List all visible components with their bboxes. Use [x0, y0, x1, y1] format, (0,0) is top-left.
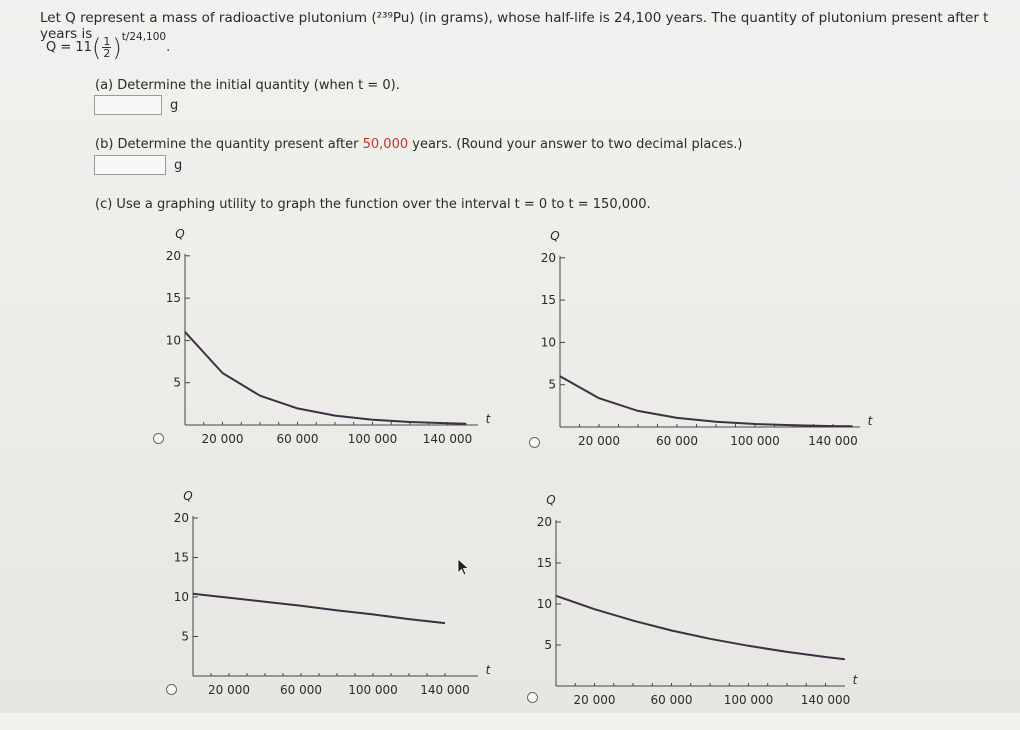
formula-end: . — [166, 40, 171, 55]
x-tick-label: 140 000 — [422, 432, 473, 446]
y-tick-label: 5 — [544, 638, 552, 652]
part-b-unit: g — [174, 157, 183, 173]
formula-fraction — [102, 36, 111, 59]
y-tick-label: 15 — [540, 293, 556, 308]
x-tick-label: 140 000 — [800, 693, 851, 707]
x-tick-label: 100 000 — [347, 432, 398, 446]
y-axis-label: Q — [183, 489, 193, 503]
y-tick-label: 20 — [173, 511, 189, 525]
x-tick-label: 20 000 — [578, 434, 620, 448]
graph-option-2 — [525, 220, 873, 460]
part-a-answer-input[interactable] — [94, 95, 162, 115]
y-axis-label: Q — [546, 493, 556, 507]
decay-curve — [193, 594, 445, 623]
part-b-prompt-post: years. (Round your answer to two decimal places.) — [408, 137, 743, 152]
mouse-pointer-icon — [457, 558, 471, 580]
x-tick-label: 140 000 — [420, 683, 470, 697]
x-axis-label: t — [485, 412, 491, 426]
x-tick-label: 60 000 — [650, 693, 693, 707]
y-tick-label: 15 — [173, 550, 189, 565]
y-tick-label: 10 — [540, 335, 556, 350]
y-tick-label: 10 — [536, 597, 552, 611]
y-tick-label: 5 — [181, 629, 189, 644]
part-b-prompt-pre: (b) Determine the quantity present after — [95, 137, 363, 152]
formula-denominator: 2 — [103, 47, 111, 60]
mouse-pointer-svg — [457, 558, 471, 576]
problem-intro: Let Q represent a mass of radioactive plutonium (²³⁹Pu) (in grams), whose half-life is 24,100 years. The quantity of plutonium present after t years is — [40, 10, 989, 42]
y-tick-label: 20 — [540, 250, 556, 265]
x-tick-label: 60 000 — [280, 683, 322, 697]
graph-option-4 — [523, 490, 863, 730]
graph-option-3 — [160, 485, 500, 725]
x-axis-label: t — [852, 673, 858, 687]
x-tick-label: 60 000 — [656, 434, 698, 448]
x-tick-label: 20 000 — [201, 432, 244, 446]
x-tick-label: 100 000 — [348, 683, 398, 697]
x-tick-label: 140 000 — [808, 434, 858, 448]
part-c-prompt: (c) Use a graphing utility to graph the function over the interval t = 0 to t = 150,000. — [95, 197, 651, 212]
y-tick-label: 15 — [165, 291, 181, 306]
formula-exponent: t/24,100 — [121, 30, 167, 43]
y-tick-label: 5 — [173, 375, 181, 390]
x-axis-label: t — [485, 663, 491, 677]
decay-curve — [560, 376, 853, 426]
x-tick-label: 100 000 — [723, 693, 774, 707]
x-tick-label: 20 000 — [208, 683, 250, 697]
formula-open-paren: ( — [91, 33, 102, 62]
part-b-answer-row — [94, 155, 182, 175]
y-axis-label: Q — [175, 226, 185, 241]
part-a-unit: g — [170, 97, 179, 113]
y-tick-label: 5 — [548, 377, 556, 392]
formula-numerator: 1 — [103, 35, 111, 48]
x-tick-label: 100 000 — [730, 434, 780, 448]
part-b-highlight-value: 50,000 — [362, 137, 409, 152]
part-a-answer-row — [94, 95, 178, 115]
x-axis-label: t — [867, 414, 873, 428]
formula — [46, 30, 171, 62]
part-b-answer-input[interactable] — [94, 155, 166, 175]
part-a-prompt: (a) Determine the initial quantity (when t = 0). — [95, 78, 400, 93]
y-tick-label: 15 — [536, 556, 552, 570]
y-tick-label: 10 — [173, 590, 189, 604]
formula-lhs: Q = 11 — [46, 40, 92, 55]
graph-option-1 — [150, 220, 490, 460]
part-b-prompt — [95, 137, 742, 152]
y-tick-label: 20 — [165, 248, 181, 263]
formula-close-paren: ) — [112, 33, 122, 62]
y-tick-label: 10 — [165, 333, 181, 348]
x-tick-label: 20 000 — [573, 693, 616, 707]
x-tick-label: 60 000 — [276, 432, 319, 446]
y-axis-label: Q — [550, 228, 560, 243]
decay-curve — [556, 596, 845, 660]
decay-curve — [185, 332, 466, 424]
y-tick-label: 20 — [536, 515, 552, 529]
